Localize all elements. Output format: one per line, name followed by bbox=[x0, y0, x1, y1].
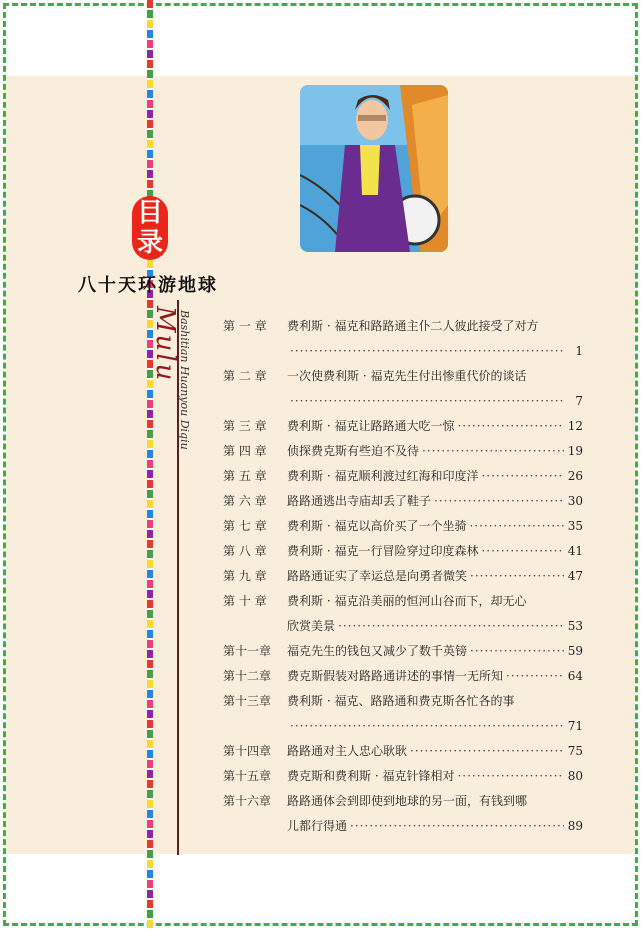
leader-dots bbox=[338, 614, 564, 639]
toc-entry[interactable] bbox=[223, 589, 583, 639]
toc-entry[interactable] bbox=[223, 464, 583, 489]
leader-dots bbox=[481, 539, 564, 564]
chapter-title: 费利斯 · 福克和路路通主仆二人彼此接受了对方 bbox=[287, 319, 539, 333]
toc-entry[interactable] bbox=[223, 689, 583, 739]
chapter-label: 第 九 章 bbox=[223, 569, 267, 583]
vertical-title: Mulu bbox=[150, 306, 180, 383]
toc-entry[interactable] bbox=[223, 539, 583, 564]
leader-dots bbox=[290, 389, 564, 414]
chapter-label: 第 二 章 bbox=[223, 369, 267, 383]
chapter-title: 一次使费利斯 · 福克先生付出惨重代价的谈话 bbox=[287, 369, 527, 383]
leader-dots bbox=[457, 414, 564, 439]
toc-entry[interactable] bbox=[223, 564, 583, 589]
chapter-label: 第十二章 bbox=[223, 669, 272, 683]
chapter-label: 第 七 章 bbox=[223, 519, 267, 533]
chapter-title: 路路通证实了幸运总是向勇者微笑 bbox=[287, 569, 468, 583]
chapter-title: 费利斯 · 福克让路路通大吃一惊 bbox=[287, 419, 455, 433]
chapter-label: 第 四 章 bbox=[223, 444, 267, 458]
chapter-label: 第十四章 bbox=[223, 744, 272, 758]
toc-entry[interactable] bbox=[223, 664, 583, 689]
page-number: 19 bbox=[567, 444, 583, 458]
toc-entry[interactable] bbox=[223, 489, 583, 514]
page-number: 12 bbox=[567, 419, 583, 433]
vertical-subtitle: Bashitian Huanyou Diqiu bbox=[178, 310, 191, 450]
leader-dots bbox=[290, 339, 564, 364]
chapter-title: 费利斯 · 福克以高价买了一个坐骑 bbox=[287, 519, 467, 533]
toc-entry[interactable] bbox=[223, 364, 583, 414]
page-number: 75 bbox=[567, 744, 583, 758]
chapter-title: 福克先生的钱包又减少了数千英镑 bbox=[287, 644, 468, 658]
leader-dots bbox=[457, 764, 564, 789]
toc-entry[interactable] bbox=[223, 764, 583, 789]
toc-entry[interactable] bbox=[223, 514, 583, 539]
page-number: 71 bbox=[567, 719, 583, 733]
vertical-title-block bbox=[150, 306, 191, 506]
table-of-contents bbox=[223, 314, 583, 839]
cover-illustration bbox=[300, 85, 448, 252]
chapter-title: 路路通逃出寺庙却丢了鞋子 bbox=[287, 494, 432, 508]
toc-badge-char-1: 目 bbox=[136, 198, 163, 228]
chapter-title: 费利斯 · 福克沿美丽的恒河山谷而下，却无心 bbox=[287, 594, 527, 608]
leader-dots bbox=[422, 439, 564, 464]
leader-dots bbox=[506, 664, 564, 689]
toc-badge-char-2: 录 bbox=[136, 228, 163, 258]
page-number: 89 bbox=[567, 819, 583, 833]
chapter-title: 路路通体会到即使到地球的另一面，有钱到哪 bbox=[287, 794, 528, 808]
chapter-label: 第 一 章 bbox=[223, 319, 267, 333]
leader-dots bbox=[469, 514, 564, 539]
page-number: 41 bbox=[567, 544, 583, 558]
chapter-label: 第 五 章 bbox=[223, 469, 267, 483]
leader-dots bbox=[481, 464, 564, 489]
toc-entry[interactable] bbox=[223, 314, 583, 364]
leader-dots bbox=[290, 714, 564, 739]
chapter-label: 第 十 章 bbox=[223, 594, 267, 608]
leader-dots bbox=[470, 564, 564, 589]
chapter-title: 费克斯和费利斯 · 福克针锋相对 bbox=[287, 769, 455, 783]
chapter-label: 第 六 章 bbox=[223, 494, 267, 508]
toc-entry[interactable] bbox=[223, 639, 583, 664]
toc-entry[interactable] bbox=[223, 414, 583, 439]
toc-entry[interactable] bbox=[223, 439, 583, 464]
chapter-label: 第十一章 bbox=[223, 644, 272, 658]
chapter-title: 费利斯 · 福克顺利渡过红海和印度洋 bbox=[287, 469, 479, 483]
page-number: 80 bbox=[567, 769, 583, 783]
chapter-title: 路路通对主人忠心耿耿 bbox=[287, 744, 408, 758]
chapter-label: 第 八 章 bbox=[223, 544, 267, 558]
toc-entry[interactable] bbox=[223, 739, 583, 764]
toc-badge bbox=[132, 196, 168, 260]
toc-entry[interactable] bbox=[223, 789, 583, 839]
book-title: 八十天环游地球 bbox=[78, 275, 218, 296]
page-number: 47 bbox=[567, 569, 583, 583]
chapter-label: 第十五章 bbox=[223, 769, 272, 783]
page-number: 30 bbox=[567, 494, 583, 508]
page-number: 53 bbox=[567, 619, 583, 633]
chapter-title: 费利斯 · 福克、路路通和费克斯各忙各的事 bbox=[287, 694, 515, 708]
chapter-title-continued: 欣赏美景 bbox=[287, 619, 336, 633]
page-number: 7 bbox=[575, 394, 583, 408]
chapter-title: 费克斯假装对路路通讲述的事情一无所知 bbox=[287, 669, 504, 683]
leader-dots bbox=[434, 489, 564, 514]
leader-dots bbox=[410, 739, 564, 764]
chapter-label: 第十六章 bbox=[223, 794, 272, 808]
chapter-title: 侦探费克斯有些迫不及待 bbox=[287, 444, 420, 458]
chapter-title: 费利斯 · 福克一行冒险穿过印度森林 bbox=[287, 544, 479, 558]
chapter-label: 第十三章 bbox=[223, 694, 272, 708]
page-number: 35 bbox=[567, 519, 583, 533]
leader-dots bbox=[350, 814, 564, 839]
page-number: 59 bbox=[567, 644, 583, 658]
page-number: 64 bbox=[567, 669, 583, 683]
page-number: 26 bbox=[567, 469, 583, 483]
chapter-title-continued: 儿都行得通 bbox=[287, 819, 348, 833]
page-number: 1 bbox=[575, 344, 583, 358]
leader-dots bbox=[470, 639, 564, 664]
chapter-label: 第 三 章 bbox=[223, 419, 267, 433]
